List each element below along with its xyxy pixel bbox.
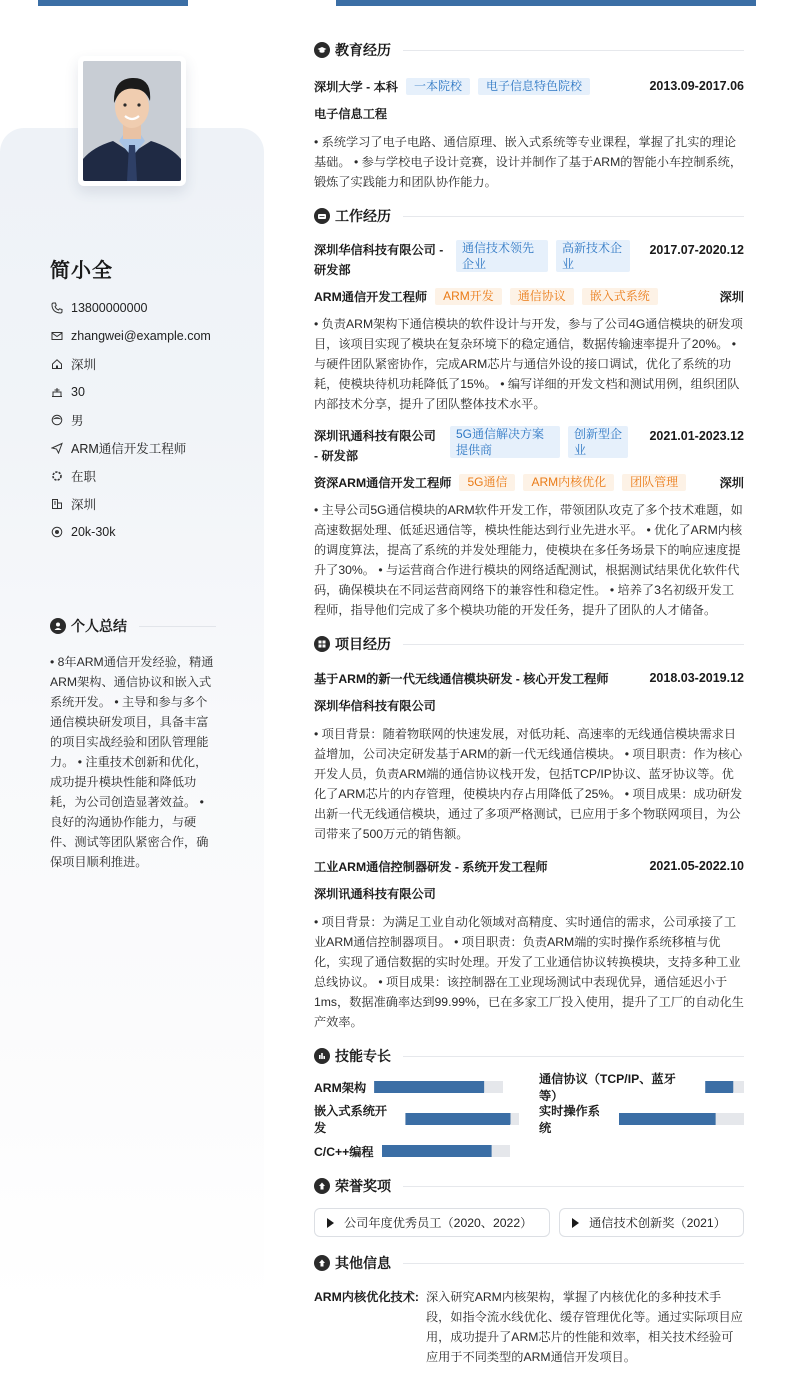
award-text: 通信技术创新奖（2021） (589, 1216, 726, 1230)
work-description: • 负责ARM架构下通信模块的软件设计与开发，参与了公司4G通信模块的研发项目，该项目实现了模块在复杂环境下的稳定通信，数据传输速率提升了20%。 • 与硬件团队紧密协作，完成ARM芯片与通信外设的接口调试，优化了系统的功耗，使模块待机功耗降低了15%。 • 编写详细的开发文档和测试用例，组织团队内部技术分享，提升了团队整体技术水平。 (314, 317, 743, 411)
company-name: 深圳讯通科技有限公司 - 研发部 (314, 429, 436, 463)
education-description: • 系统学习了电子电路、通信原理、嵌入式系统等专业课程，掌握了扎实的理论基础。 • 参与学校电子设计竞赛，设计并制作了基于ARM的智能小车控制系统，锻炼了实践能力和团队协作能力。 (314, 135, 743, 189)
divider (403, 644, 744, 645)
education-item (314, 76, 744, 192)
work-date: 2021.01-2023.12 (649, 429, 744, 443)
project-item (314, 668, 744, 844)
work-section-title (314, 204, 744, 228)
company-tag: 高新技术企业 (556, 240, 630, 272)
awards-section-title (314, 1174, 744, 1198)
project-description: • 项目背景：为满足工业自动化领域对高精度、实时通信的需求，公司承接了工业ARM通信控制器项目。 • 项目职责：负责ARM端的实时操作系统移植与优化，实现了通信数据的实时处理。开发了工业通信协议转换模块，支持多种工业总线协议。 • 项目成果：该控制器在工业现场测试中表现优异，通信延迟小于1ms，数据准确率达到99.99%，已在多家工厂投入使用，提升了工厂的自动化生产效率。 (314, 915, 744, 1029)
skill-tag: 5G通信 (459, 474, 515, 491)
other-info-label: ARM内核优化技术: (314, 1290, 419, 1304)
major: 电子信息工程 (314, 107, 388, 121)
contact-city (50, 490, 250, 518)
contact-gender (50, 406, 250, 434)
project-company: 深圳华信科技有限公司 (314, 699, 436, 713)
skill-item (314, 1142, 519, 1160)
divider (403, 216, 744, 217)
project-name: 基于ARM的新一代无线通信模块研发 - 核心开发工程师 (314, 671, 609, 686)
bar-chart-icon (314, 1048, 330, 1064)
skill-tag: 团队管理 (622, 474, 686, 491)
salary-icon (50, 525, 64, 539)
trophy-icon (314, 1178, 330, 1194)
grid-icon (314, 636, 330, 652)
status-icon (50, 469, 64, 483)
awards-title-text: 荣誉奖项 (335, 1178, 391, 1194)
project-date: 2021.05-2022.10 (649, 859, 744, 873)
graduation-cap-icon (314, 42, 330, 58)
skill-item (539, 1104, 744, 1135)
divider (403, 1056, 744, 1057)
home-icon (50, 357, 64, 371)
school-tag: 一本院校 (406, 78, 470, 95)
other-section-title (314, 1251, 744, 1275)
award-item (314, 1208, 550, 1237)
contact-salary (50, 518, 250, 546)
main-content (314, 38, 744, 1367)
address-value: 深圳 (71, 358, 97, 372)
play-triangle-icon (572, 1218, 579, 1228)
job-title: 资深ARM通信开发工程师 (314, 475, 452, 490)
top-accent-bar-right (336, 0, 756, 6)
candidate-name: 简小全 (50, 260, 113, 282)
skill-item (314, 1104, 519, 1135)
education-title-text: 教育经历 (335, 42, 391, 58)
company-tag: 创新型企业 (568, 426, 628, 458)
company-name: 深圳华信科技有限公司 - 研发部 (314, 243, 444, 277)
work-item (314, 240, 744, 414)
position-value: ARM通信开发工程师 (71, 442, 187, 456)
project-company: 深圳讯通科技有限公司 (314, 887, 436, 901)
city-value: 深圳 (71, 498, 97, 512)
job-title: ARM通信开发工程师 (314, 289, 428, 304)
awards-list (314, 1208, 744, 1237)
summary-text: • 8年ARM通信开发经验，精通ARM架构、通信协议和嵌入式系统开发。 • 主导和参与多个通信模块研发项目，具备丰富的项目实战经验和团队管理能力。 • 注重技术创新和优化，成功提升模块性能和降低功耗，为公司创造显著效益。 • 良好的沟通协作能力，与硬件、测试等团队紧密合作，确保项目顺利推进。 (50, 655, 214, 869)
skill-item (314, 1078, 519, 1096)
school-tag: 电子信息特色院校 (478, 78, 590, 95)
divider (139, 626, 216, 627)
education-date: 2013.09-2017.06 (649, 79, 744, 93)
contact-position (50, 434, 250, 462)
age-value: 30 (71, 385, 85, 399)
user-icon (50, 618, 66, 634)
divider (403, 50, 744, 51)
skill-tag: ARM开发 (435, 288, 502, 305)
avatar (78, 56, 186, 186)
skill-tag: ARM内核优化 (523, 474, 614, 491)
skills-section-title (314, 1044, 744, 1068)
play-triangle-icon (327, 1218, 334, 1228)
other-title-text: 其他信息 (335, 1255, 391, 1271)
award-text: 公司年度优秀员工（2020、2022） (344, 1216, 533, 1230)
info-icon (314, 1255, 330, 1271)
work-title-text: 工作经历 (335, 208, 391, 224)
status-value: 在职 (71, 470, 97, 484)
contact-status (50, 462, 250, 490)
email-icon (50, 329, 64, 343)
skills-grid (314, 1072, 744, 1160)
project-item (314, 856, 744, 1032)
skill-name: ARM架构 (314, 1080, 367, 1095)
school-name: 深圳大学 - 本科 (314, 79, 398, 94)
skill-name: 嵌入式系统开发 (314, 1104, 388, 1135)
divider (403, 1186, 744, 1187)
skill-level-bar (619, 1113, 744, 1125)
projects-title-text: 项目经历 (335, 636, 391, 652)
company-tag: 通信技术领先企业 (456, 240, 548, 272)
award-item (559, 1208, 744, 1237)
salary-value: 20k-30k (71, 525, 116, 539)
briefcase-icon (314, 208, 330, 224)
skill-tag: 通信协议 (510, 288, 574, 305)
skill-name: C/C++编程 (314, 1144, 374, 1159)
education-section-title (314, 38, 744, 62)
other-info-value: 深入研究ARM内核架构，掌握了内核优化的多种技术手段，如指令流水线优化、缓存管理优化等。通过实际项目应用，成功提升了ARM芯片的性能和效率，相关技术经验可应用于不同类型的ARM通信开发项目。 (426, 1290, 743, 1364)
project-description: • 项目背景：随着物联网的快速发展，对低功耗、高速率的无线通信模块需求日益增加，公司决定研发基于ARM的新一代无线通信模块。 • 项目职责：作为核心开发人员，负责ARM端的通信协议栈开发，包括TCP/IP协议、蓝牙协议等。优化了ARM芯片的内存管理，使模块内存占用降低了25%。 • 项目成果：成功研发出新一代无线通信模块，通过了多项严格测试，已应用于多个物联网项目，为公司带来了500万元的销售额。 (314, 727, 743, 841)
skill-level-bar (382, 1145, 510, 1157)
work-description: • 主导公司5G通信模块的ARM软件开发工作，带领团队攻克了多个技术难题，如高速数据处理、低延迟通信等，模块性能达到行业先进水平。 • 优化了ARM内核的调度算法，提高了系统的并发处理能力，使模块在多任务场景下的响应速度提升了30%。 • 与运营商合作进行模块的网络适配测试，根据测试结果优化软件代码，确保模块在不同运营商网络下的兼容性和稳定性。 • 培养了3名初级开发工程师，指导他们完成了多个模块功能的开发任务，提升了团队的人才储备。 (314, 503, 743, 617)
top-accent-bar-left (38, 0, 188, 6)
work-item (314, 426, 744, 620)
skill-level-bar (705, 1081, 744, 1093)
age-icon (50, 385, 64, 399)
skill-name: 通信协议（TCP/IP、蓝牙等） (539, 1072, 676, 1103)
company-tag: 5G通信解决方案提供商 (450, 426, 560, 458)
profile-photo (83, 61, 181, 181)
project-date: 2018.03-2019.12 (649, 671, 744, 685)
project-name: 工业ARM通信控制器研发 - 系统开发工程师 (314, 859, 548, 874)
skills-title-text: 技能专长 (335, 1048, 391, 1064)
skill-item (539, 1072, 744, 1103)
city-icon (50, 497, 64, 511)
contact-email (50, 322, 250, 350)
summary-title-text: 个人总结 (71, 618, 127, 634)
skill-tag: 嵌入式系统 (582, 288, 658, 305)
work-location: 深圳 (719, 289, 744, 304)
contact-phone (50, 294, 250, 322)
email-value: zhangwei@example.com (71, 329, 211, 343)
contact-age (50, 378, 250, 406)
divider (403, 1263, 744, 1264)
skill-level-bar (374, 1081, 503, 1093)
phone-icon (50, 301, 64, 315)
gender-icon (50, 413, 64, 427)
work-date: 2017.07-2020.12 (649, 243, 744, 257)
skill-level-bar (405, 1113, 519, 1125)
summary-section-title (50, 616, 216, 636)
position-icon (50, 441, 64, 455)
projects-section-title (314, 632, 744, 656)
other-info-item (314, 1287, 744, 1367)
skill-name: 实时操作系统 (539, 1104, 600, 1135)
contact-list (50, 294, 250, 546)
phone-value: 13800000000 (71, 301, 148, 315)
gender-value: 男 (71, 414, 84, 428)
work-location: 深圳 (719, 475, 744, 490)
contact-address (50, 350, 250, 378)
